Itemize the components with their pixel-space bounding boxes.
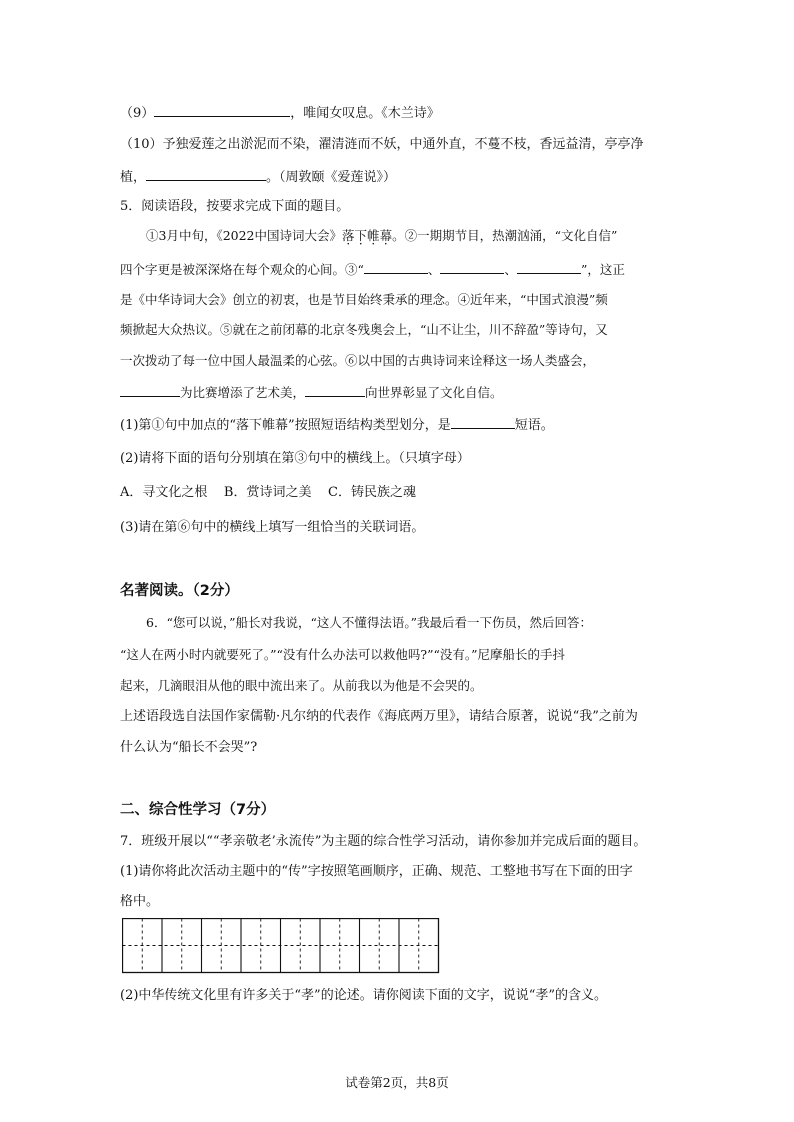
q5-options: A．寻文化之根 B．赏诗词之美 C．铸民族之魂: [120, 485, 416, 500]
section-heading-mingzhu: 名著阅读。（2分）: [120, 583, 239, 599]
q5-title: 5．阅读语段，按要求完成下面的题目。: [120, 199, 350, 214]
q9-blank: [154, 102, 290, 117]
q5-sub3: (3)请在第⑥句中的横线上填写一组恰当的关联词语。: [120, 520, 425, 535]
dotted-char: 幕: [379, 228, 393, 243]
q5-passage-line3: 是《中华诗词大会》创立的初衷，也是节目始终秉承的理念。④近年来，“中国式浪漫”频: [120, 292, 608, 307]
q6-line4: 上述语段选自法国作家儒勒·凡尔纳的代表作《海底两万里》，请结合原著，说说“我”之前为: [120, 709, 638, 724]
q6-line2: “这人在两小时内就要死了。”“没有什么办法可以救他吗?”“没有。”尼摩船长的手抖: [120, 647, 566, 662]
q10-prefix: 植，: [120, 170, 147, 185]
q6-line3: 起来，几滴眼泪从他的眼中流出来了。从前我以为他是不会哭的。: [120, 678, 483, 693]
section-heading-2: 二、综合性学习（7分）: [120, 802, 276, 818]
q6-line1: 6．“您可以说，”船长对我说，“这人不懂得法语。”我最后看一下伤员，然后回答：: [146, 615, 593, 630]
q9-text: ，唯闻女叹息。《木兰诗》: [290, 106, 440, 121]
q10-blank: [146, 166, 266, 181]
q5-passage-line5: 一次拨动了每一位中国人最温柔的心弦。⑥以中国的古典诗词来诠释这一场人类盛会，: [120, 353, 596, 368]
q5-passage-line1: [146, 226, 617, 246]
q7-title: 7．班级开展以““孝亲敬老’永流传”为主题的综合性学习活动，请你参加并完成后面的题目。: [120, 834, 647, 849]
q5-sub1: [120, 414, 554, 436]
tianzige-grid[interactable]: [122, 918, 442, 978]
page-footer: 试卷第2页，共8页: [345, 1075, 449, 1090]
q5-sub1-text: (1)第①句中加点的“落下帷幕”按照短语结构类型划分，是: [120, 418, 451, 433]
dotted-char: 下: [354, 228, 368, 243]
tianzige-svg: [122, 918, 442, 974]
q5-sep1: 、: [427, 262, 441, 277]
q5-sub2: (2)请将下面的语句分别填在第③句中的横线上。（只填字母）: [120, 451, 470, 466]
q5-sub1-end: 短语。: [514, 418, 554, 433]
q5-passage-line6: [120, 382, 503, 403]
q5-p1a: ①3月中旬，《2022中国诗词大会》: [146, 228, 343, 243]
q10-suffix: 。（周敦颐《爱莲说》）: [266, 170, 397, 185]
q5-p2: 四个字更是被深深烙在每个观众的心间。③“: [120, 262, 364, 277]
q9-line: [120, 102, 440, 124]
q5-blank-2: [440, 259, 504, 274]
q7-sub2: (2)中华传统文化里有许多关于“孝”的论述。请你阅读下面的文字，说说“孝”的含义。: [120, 988, 607, 1003]
q5-passage-line4: 频掀起大众热议。⑤就在之前闭幕的北京冬残奥会上，“山不让尘，川不辞盈”等诗句，又: [120, 322, 608, 337]
q9-number: （9）: [120, 106, 155, 121]
q6-line5: 什么认为“船长不会哭”?: [120, 740, 258, 755]
dotted-char: 帷: [367, 228, 380, 243]
q7-sub1-line2: 格中。: [120, 894, 160, 909]
q5-p6b: 向世界彰显了文化自信。: [365, 385, 503, 400]
q5-blank-5: [305, 382, 365, 397]
dotted-char: 落: [342, 228, 355, 243]
q10-line2: [120, 166, 396, 188]
q5-blank-3: [517, 259, 581, 274]
q10-line1: （10）予独爱莲之出淤泥而不染，濯清涟而不妖，中通外直，不蔓不枝，香远益清，亭亭净: [120, 137, 644, 152]
q5-p6a: 为比赛增添了艺术美，: [180, 385, 306, 400]
q5-p2end: ”，这正: [580, 262, 625, 277]
q7-sub1-line1: (1)请你将此次活动主题中的“传”字按照笔画顺序，正确、规范、工整地书写在下面的田字: [120, 864, 633, 879]
q5-p1b: 。②一期期节目，热潮汹涌，“文化自信”: [392, 228, 618, 243]
q5-passage-line2: [120, 259, 625, 280]
q5-sep2: 、: [504, 262, 517, 277]
q5-blank-1: [364, 259, 428, 274]
q5-sub1-blank: [451, 414, 515, 429]
q5-blank-4: [120, 382, 180, 397]
